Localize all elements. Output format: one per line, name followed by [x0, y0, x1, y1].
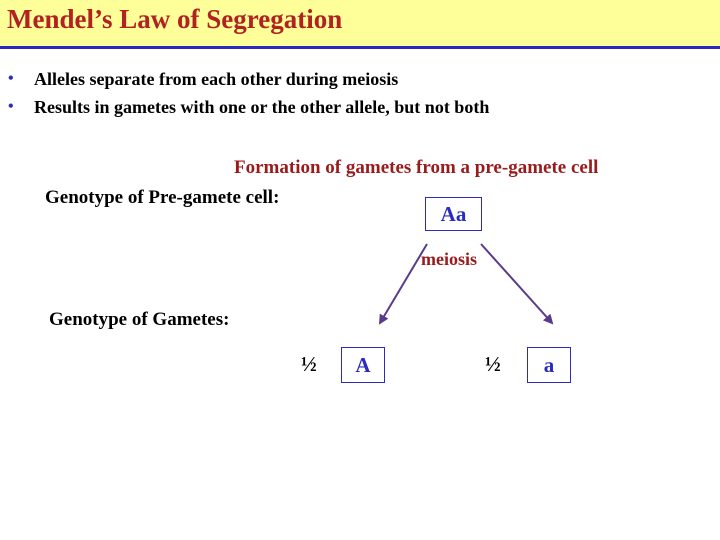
diagram-subtitle: Formation of gametes from a pre-gamete cell	[234, 157, 599, 178]
gamete-allele-box	[341, 347, 385, 383]
pregamete-label: Genotype of Pre-gamete cell:	[45, 187, 280, 208]
bullet-icon: •	[8, 98, 14, 115]
gamete-allele: A	[355, 353, 371, 377]
bullet-icon: •	[8, 70, 14, 87]
gamete-fraction: ½	[485, 352, 501, 376]
arrow-to-gamete-a	[481, 244, 552, 323]
gamete-allele: a	[543, 353, 555, 377]
bullet-text: Alleles separate from each other during meiosis	[34, 69, 399, 89]
slide-title: Mendel’s Law of Segregation	[7, 4, 343, 34]
arrow-to-gamete-A	[380, 244, 427, 323]
meiosis-label: meiosis	[421, 249, 477, 269]
gametes-label: Genotype of Gametes:	[49, 309, 230, 330]
parent-genotype: Aa	[440, 202, 467, 226]
gamete-fraction: ½	[301, 352, 317, 376]
bullet-text: Results in gametes with one or the other allele, but not both	[34, 97, 490, 117]
gamete-allele-box	[527, 347, 571, 383]
